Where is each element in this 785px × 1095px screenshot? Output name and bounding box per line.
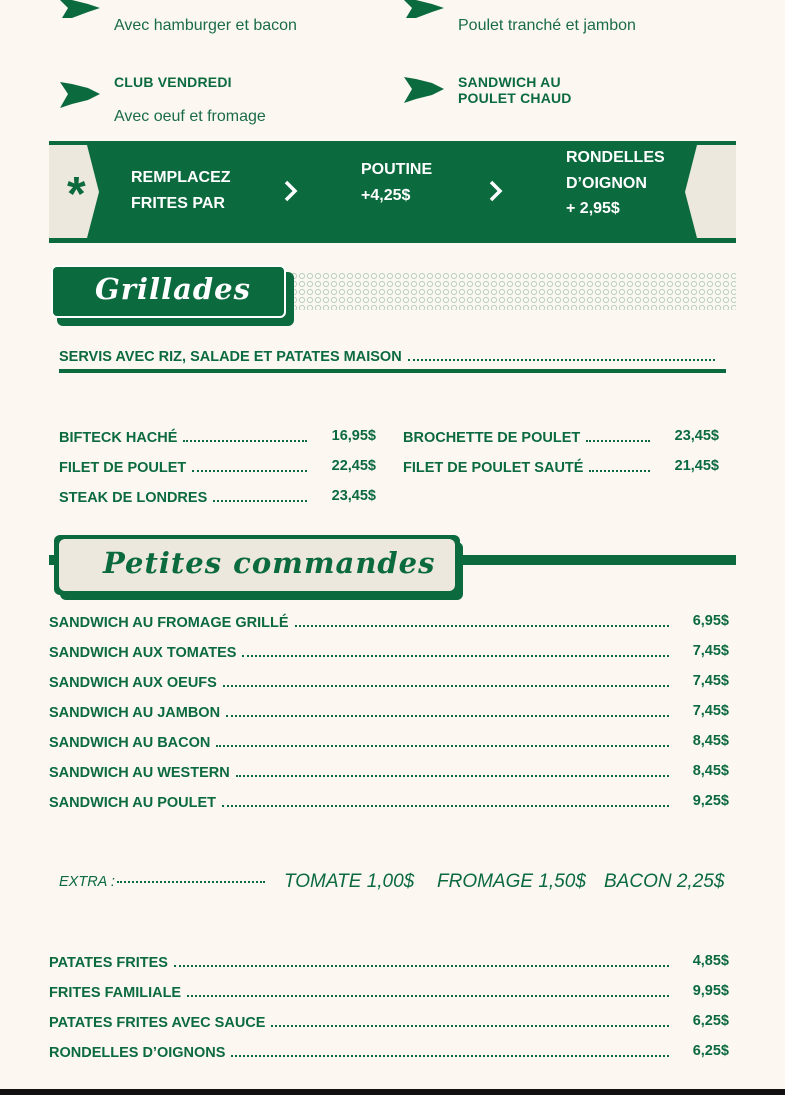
chevron-right-icon bbox=[283, 179, 299, 203]
petites-title: Petites commandes bbox=[103, 546, 436, 580]
menu-item-title: SANDWICH AU POULET CHAUD bbox=[458, 74, 572, 106]
extra-item: FROMAGE 1,50$ bbox=[437, 871, 586, 892]
menu-item-name: PATATES FRITES bbox=[49, 955, 168, 971]
menu-row: FILET DE POULET bbox=[59, 458, 313, 476]
menu-row bbox=[49, 793, 675, 811]
grillades-title: Grillades bbox=[95, 272, 251, 306]
arrow-icon bbox=[58, 80, 102, 110]
menu-item-name: SANDWICH AU WESTERN bbox=[49, 765, 230, 781]
menu-row bbox=[49, 763, 675, 781]
menu-row bbox=[49, 703, 675, 721]
menu-row: STEAK DE LONDRES bbox=[59, 488, 313, 506]
arrow-icon bbox=[402, 0, 446, 20]
menu-row bbox=[49, 983, 675, 1001]
menu-price: 22,45$ bbox=[331, 458, 376, 474]
extra-dots bbox=[117, 881, 265, 883]
banner-option-rondelles: RONDELLES D’OIGNON + 2,95$ bbox=[566, 149, 665, 217]
menu-price: 23,45$ bbox=[331, 488, 376, 504]
menu-row bbox=[49, 1013, 675, 1031]
menu-price: 4,85$ bbox=[692, 953, 729, 969]
menu-item-desc: Avec hamburger et bacon bbox=[114, 17, 297, 34]
menu-price: 7,45$ bbox=[692, 643, 729, 659]
menu-item-name: SANDWICH AU BACON bbox=[49, 735, 211, 751]
menu-price: 9,25$ bbox=[692, 793, 729, 809]
menu-row bbox=[49, 733, 675, 751]
menu-price: 21,45$ bbox=[674, 458, 719, 474]
menu-row: BROCHETTE DE POULET bbox=[403, 428, 656, 446]
menu-item-name: SANDWICH AU JAMBON bbox=[49, 705, 221, 721]
menu-item-name: FRITES FAMILIALE bbox=[49, 985, 182, 1001]
extra-item: BACON 2,25$ bbox=[604, 871, 725, 892]
menu-price: 8,45$ bbox=[692, 733, 729, 749]
menu-row bbox=[49, 643, 675, 661]
menu-price: 16,95$ bbox=[331, 428, 376, 444]
menu-item-name: SANDWICH AUX OEUFS bbox=[49, 675, 217, 691]
menu-item-name: SANDWICH AUX TOMATES bbox=[49, 645, 237, 661]
menu-item-title: CLUB VENDREDI bbox=[114, 74, 232, 90]
substitution-banner bbox=[49, 141, 736, 243]
menu-item-name: SANDWICH AU POULET bbox=[49, 795, 217, 811]
pattern-strip bbox=[290, 272, 736, 310]
menu-item-name: PATATES FRITES AVEC SAUCE bbox=[49, 1015, 266, 1031]
menu-row bbox=[49, 953, 675, 971]
bottom-bar bbox=[0, 1089, 785, 1095]
arrow-icon bbox=[58, 0, 102, 20]
menu-item-desc: Poulet tranché et jambon bbox=[458, 17, 636, 34]
banner-border-top bbox=[49, 141, 736, 144]
menu-item-desc: Avec oeuf et fromage bbox=[114, 108, 266, 125]
grillades-subtitle: SERVIS AVEC RIZ, SALADE ET PATATES MAISON bbox=[59, 347, 721, 365]
menu-price: 6,25$ bbox=[692, 1043, 729, 1059]
menu-item-name: RONDELLES D’OIGNONS bbox=[49, 1045, 226, 1061]
menu-price: 9,95$ bbox=[692, 983, 729, 999]
extra-label: EXTRA : bbox=[59, 874, 115, 890]
menu-row bbox=[49, 1043, 675, 1061]
menu-price: 23,45$ bbox=[674, 428, 719, 444]
arrow-icon bbox=[402, 75, 446, 105]
menu-row bbox=[49, 613, 675, 631]
menu-item-name: SANDWICH AU FROMAGE GRILLÉ bbox=[49, 615, 289, 631]
menu-price: 8,45$ bbox=[692, 763, 729, 779]
menu-price: 7,45$ bbox=[692, 673, 729, 689]
menu-price: 7,45$ bbox=[692, 703, 729, 719]
menu-row bbox=[49, 673, 675, 691]
menu-row: FILET DE POULET SAUTÉ bbox=[403, 458, 656, 476]
menu-price: 6,25$ bbox=[692, 1013, 729, 1029]
banner-replace-text: REMPLACEZ FRITES PAR bbox=[131, 169, 231, 212]
divider bbox=[59, 369, 726, 373]
asterisk-icon: * bbox=[67, 168, 86, 221]
menu-price: 6,95$ bbox=[692, 613, 729, 629]
menu-row: BIFTECK HACHÉ bbox=[59, 428, 313, 446]
banner-option-poutine: POUTINE +4,25$ bbox=[361, 161, 433, 204]
chevron-right-icon bbox=[488, 179, 504, 203]
extra-item: TOMATE 1,00$ bbox=[284, 871, 415, 892]
